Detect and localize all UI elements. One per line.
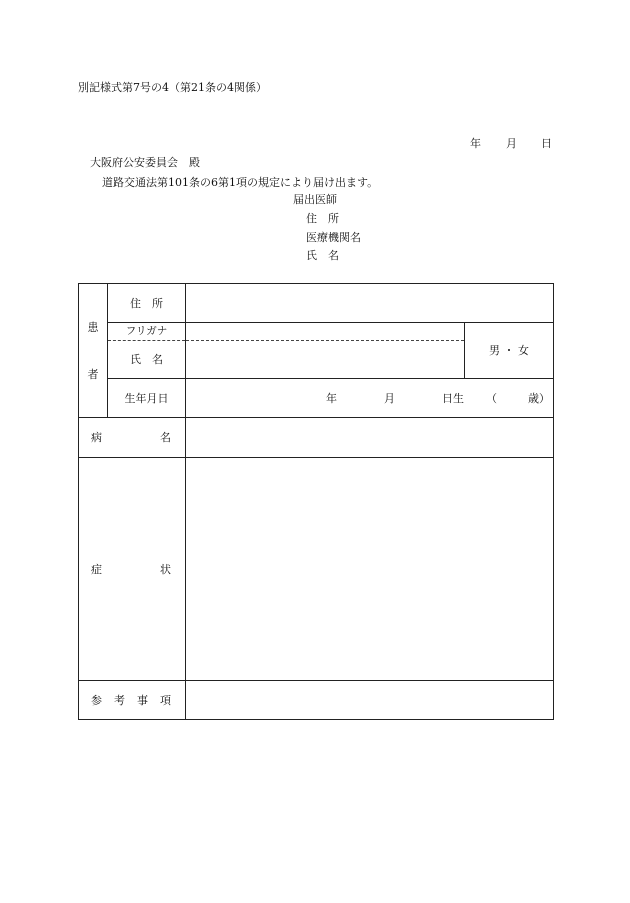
furigana-input-cell[interactable] (186, 323, 465, 341)
furigana-row (79, 323, 554, 341)
birthdate-label: 生年月日 (124, 391, 169, 405)
disease-input-cell[interactable] (186, 418, 554, 458)
disease-label-char-1: 病 (91, 431, 102, 444)
notification-form-table (78, 283, 554, 720)
date-day-label: 日 (541, 137, 552, 150)
symptoms-label-cell (79, 458, 186, 681)
birth-month-label: 月 (384, 392, 395, 405)
symptoms-label-char-2: 状 (160, 562, 171, 576)
remarks-input-cell[interactable] (186, 681, 554, 720)
addressee: 大阪府公安委員会 殿 (90, 156, 200, 169)
remarks-label-char-3: 事 (137, 693, 148, 707)
birthdate-input-cell[interactable] (186, 379, 554, 418)
sex-options: 男 ・ 女 (489, 344, 529, 357)
age-label: 歳） (528, 392, 550, 405)
disease-label-cell (79, 418, 186, 458)
address-input-cell[interactable] (186, 284, 554, 323)
disease-label-char-2: 名 (160, 431, 171, 444)
patient-label-char-1: 患 (87, 320, 99, 334)
notifier-heading: 届出医師 (293, 193, 337, 206)
symptoms-row (79, 458, 554, 681)
form-reference: 別記様式第7号の4（第21条の4関係） (78, 81, 267, 94)
symptoms-label-char-1: 症 (91, 562, 102, 576)
disease-row (79, 418, 554, 458)
age-open-paren: （ (486, 392, 497, 405)
symptoms-input-cell[interactable] (186, 458, 554, 681)
notifier-institution-label: 医療機関名 (306, 231, 361, 244)
name-label: 氏 名 (130, 353, 163, 366)
name-label-cell (108, 341, 186, 379)
date-year-label: 年 (470, 137, 481, 150)
notifier-name-label: 氏 名 (306, 249, 339, 262)
birth-day-label: 日生 (442, 392, 464, 405)
statement-text: 道路交通法第101条の6第1項の規定により届け出ます。 (102, 176, 379, 189)
date-month-label: 月 (506, 137, 517, 150)
patient-label-char-2: 者 (87, 367, 99, 381)
notifier-address-label: 住 所 (306, 212, 339, 225)
furigana-label: フリガナ (125, 325, 168, 338)
address-label: 住 所 (130, 296, 163, 310)
remarks-label-char-2: 考 (114, 693, 125, 707)
remarks-row (79, 681, 554, 720)
furigana-label-cell (108, 323, 186, 341)
birthdate-row (79, 379, 554, 418)
address-row (79, 284, 554, 323)
patient-group-cell (79, 284, 108, 418)
birthdate-label-cell (108, 379, 186, 418)
remarks-label-char-4: 項 (160, 693, 171, 707)
remarks-label-cell (79, 681, 186, 720)
birth-year-label: 年 (326, 392, 337, 405)
name-input-cell[interactable] (186, 341, 465, 379)
sex-cell[interactable] (465, 323, 554, 379)
remarks-label-char-1: 参 (91, 693, 102, 707)
address-label-cell (108, 284, 186, 323)
